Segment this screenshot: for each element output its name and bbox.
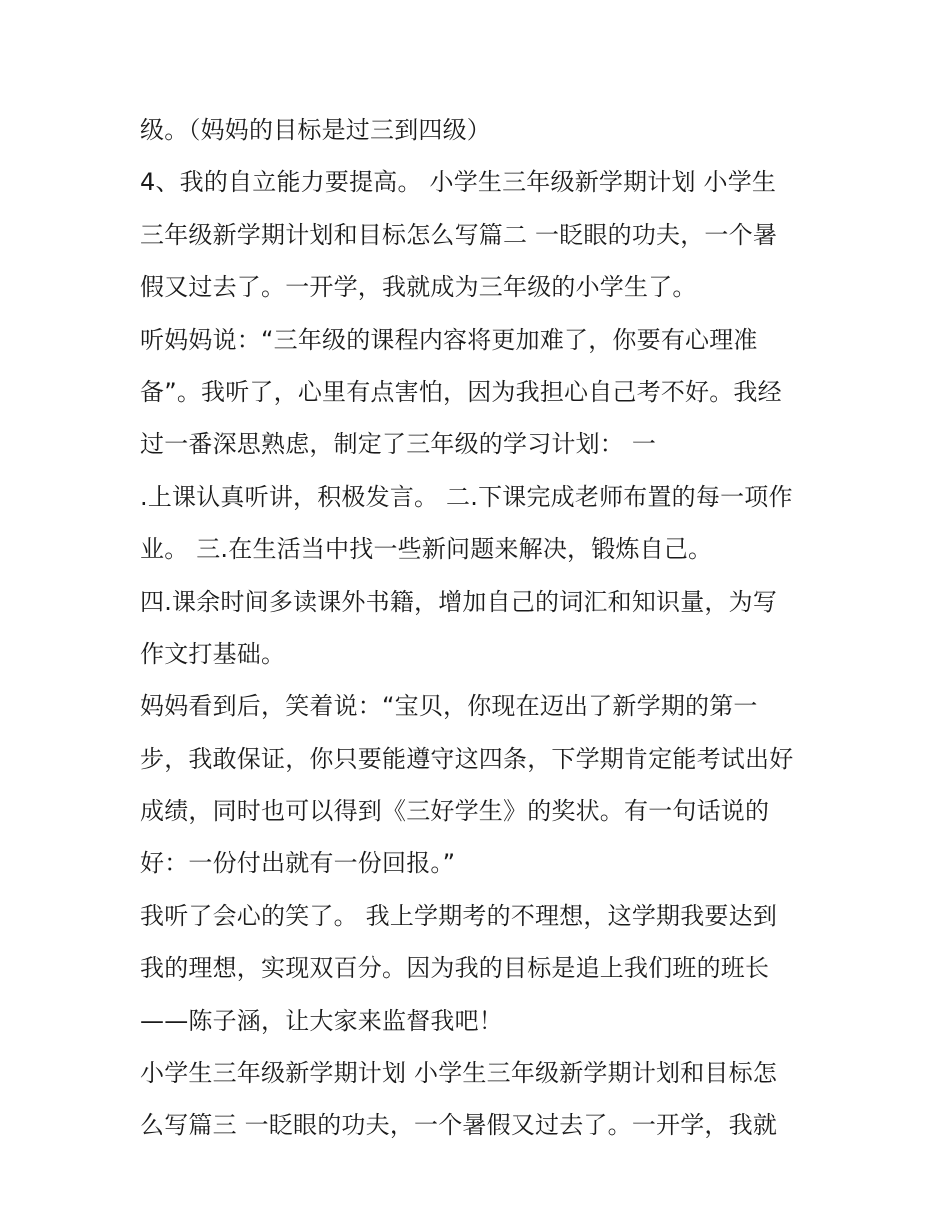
text-line: 业。 三.在生活当中找一些新问题来解决，锻炼自己。 xyxy=(140,535,713,564)
text-line: 小学生三年级新学期计划 小学生三年级新学期计划和目标怎 xyxy=(140,1059,778,1088)
text-line: 备”。我听了，心里有点害怕，因为我担心自己考不好。我经 xyxy=(140,377,782,406)
document-body xyxy=(140,110,820,1158)
text-line: 4、我的自立能力要提高。 小学生三年级新学期计划 小学生 xyxy=(140,168,777,197)
text-line: .上课认真听讲，积极发言。 二.下课完成老师布置的每一项作 xyxy=(140,482,793,511)
text-line: 过一番深思熟虑，制定了三年级的学习计划： 一 xyxy=(140,430,657,459)
text-line: 三年级新学期计划和目标怎么写篇二 一眨眼的功夫，一个暑 xyxy=(140,220,778,249)
text-line: 作文打基础。 xyxy=(140,639,286,668)
text-line: 好：一份付出就有一份回报。” xyxy=(140,849,456,878)
text-line: 成绩，同时也可以得到《三好学生》的奖状。有一句话说的 xyxy=(140,797,770,826)
text-line: 么写篇三 一眨眼的功夫，一个暑假又过去了。一开学，我就 xyxy=(140,1111,778,1140)
text-line: 我听了会心的笑了。 我上学期考的不理想，这学期我要达到 xyxy=(140,901,778,930)
text-line: 听妈妈说：“三年级的课程内容将更加难了，你要有心理准 xyxy=(140,325,758,354)
text-line: ——陈子涵，让大家来监督我吧！ xyxy=(140,1006,503,1035)
text-line: 级。（妈妈的目标是过三到四级） xyxy=(140,116,491,144)
text-line: 我的理想，实现双百分。因为我的目标是追上我们班的班长 xyxy=(140,954,770,983)
text-line: 步，我敢保证，你只要能遵守这四条，下学期肯定能考试出好 xyxy=(140,744,794,773)
text-line: 假又过去了。一开学，我就成为三年级的小学生了。 xyxy=(140,273,697,302)
text-line: 四.课余时间多读课外书籍，增加自己的词汇和知识量，为写 xyxy=(140,587,778,616)
text-line: 妈妈看到后，笑着说：“宝贝，你现在迈出了新学期的第一 xyxy=(140,692,758,721)
